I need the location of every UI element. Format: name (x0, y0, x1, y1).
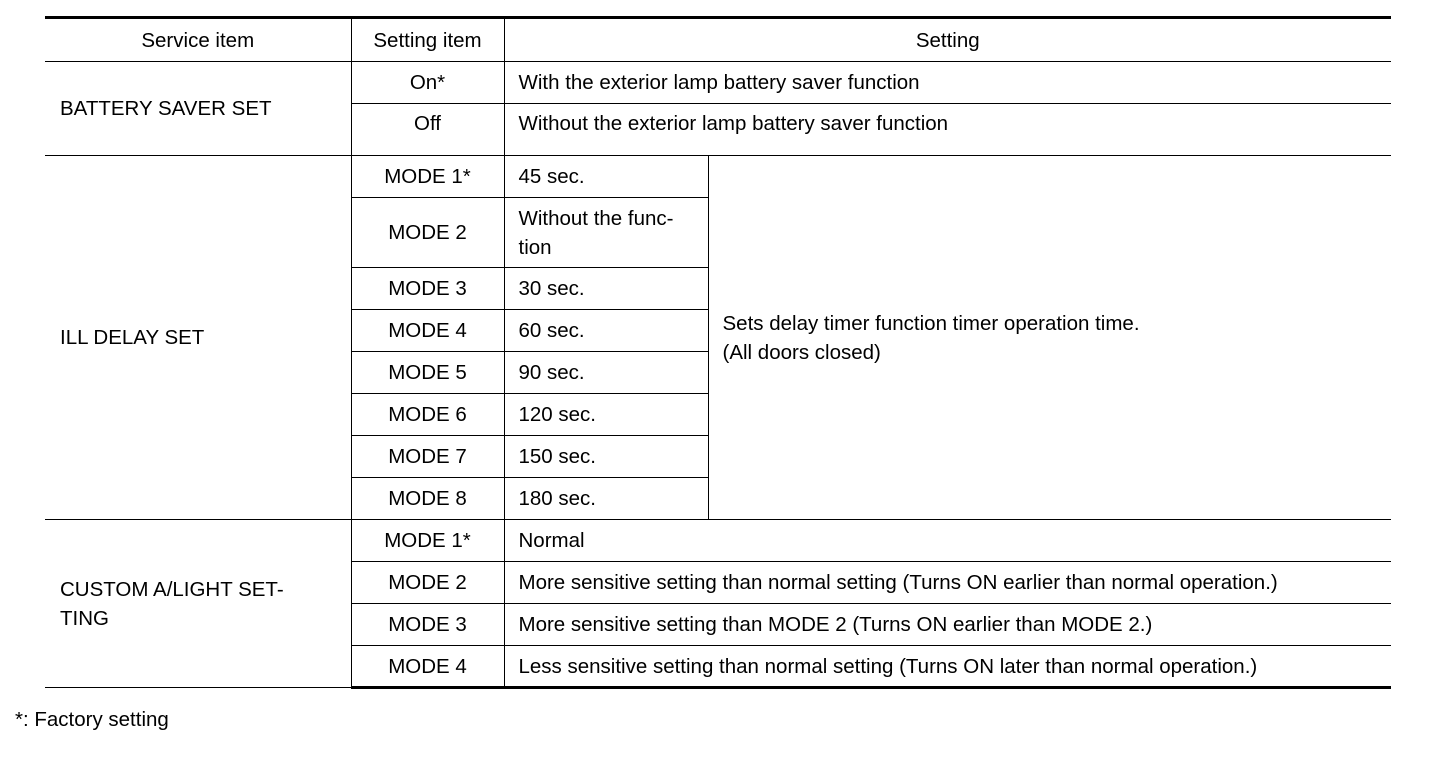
value-cell: 90 sec. (504, 352, 708, 394)
table-row (45, 520, 1391, 562)
ill-delay-description (708, 156, 1391, 520)
setting-item-cell: MODE 3 (351, 268, 504, 310)
service-settings-table (45, 16, 1391, 689)
setting-cell: Normal (504, 520, 1391, 562)
value-line: Without the func- (518, 206, 674, 230)
settings-table-container (45, 16, 1391, 689)
setting-item-cell: MODE 2 (351, 562, 504, 604)
value-cell (504, 198, 708, 268)
setting-item-cell: Off (351, 104, 504, 156)
table-row (45, 156, 1391, 198)
value-cell: 60 sec. (504, 310, 708, 352)
value-cell: 45 sec. (504, 156, 708, 198)
table-header-row (45, 18, 1391, 62)
service-custom-alight (45, 520, 351, 688)
header-service-item: Service item (45, 18, 351, 62)
setting-item-cell: MODE 1* (351, 520, 504, 562)
setting-cell: With the exterior lamp battery saver function (504, 62, 1391, 104)
description-line: Sets delay timer function timer operation time. (722, 311, 1140, 335)
header-setting: Setting (504, 18, 1391, 62)
value-cell: 150 sec. (504, 436, 708, 478)
setting-item-cell: On* (351, 62, 504, 104)
header-setting-item: Setting item (351, 18, 504, 62)
value-line: tion (518, 235, 552, 259)
setting-cell: More sensitive setting than normal setting (Turns ON earlier than normal operation.) (504, 562, 1391, 604)
value-cell: 30 sec. (504, 268, 708, 310)
setting-item-cell: MODE 5 (351, 352, 504, 394)
factory-setting-footnote: *: Factory setting (15, 708, 169, 731)
service-battery-saver: BATTERY SAVER SET (45, 62, 351, 156)
setting-cell: More sensitive setting than MODE 2 (Turns ON earlier than MODE 2.) (504, 604, 1391, 646)
table-row (45, 62, 1391, 104)
setting-item-cell: MODE 2 (351, 198, 504, 268)
service-line: TING (60, 606, 109, 630)
setting-item-cell: MODE 4 (351, 646, 504, 688)
setting-item-cell: MODE 4 (351, 310, 504, 352)
setting-cell: Without the exterior lamp battery saver function (504, 104, 1391, 156)
service-ill-delay: ILL DELAY SET (45, 156, 351, 520)
description-line: (All doors closed) (722, 340, 881, 364)
setting-item-cell: MODE 3 (351, 604, 504, 646)
setting-cell: Less sensitive setting than normal setting (Turns ON later than normal operation.) (504, 646, 1391, 688)
setting-item-cell: MODE 8 (351, 478, 504, 520)
service-line: CUSTOM A/LIGHT SET- (60, 577, 284, 601)
setting-item-cell: MODE 1* (351, 156, 504, 198)
setting-item-cell: MODE 6 (351, 394, 504, 436)
value-cell: 180 sec. (504, 478, 708, 520)
value-cell: 120 sec. (504, 394, 708, 436)
setting-item-cell: MODE 7 (351, 436, 504, 478)
